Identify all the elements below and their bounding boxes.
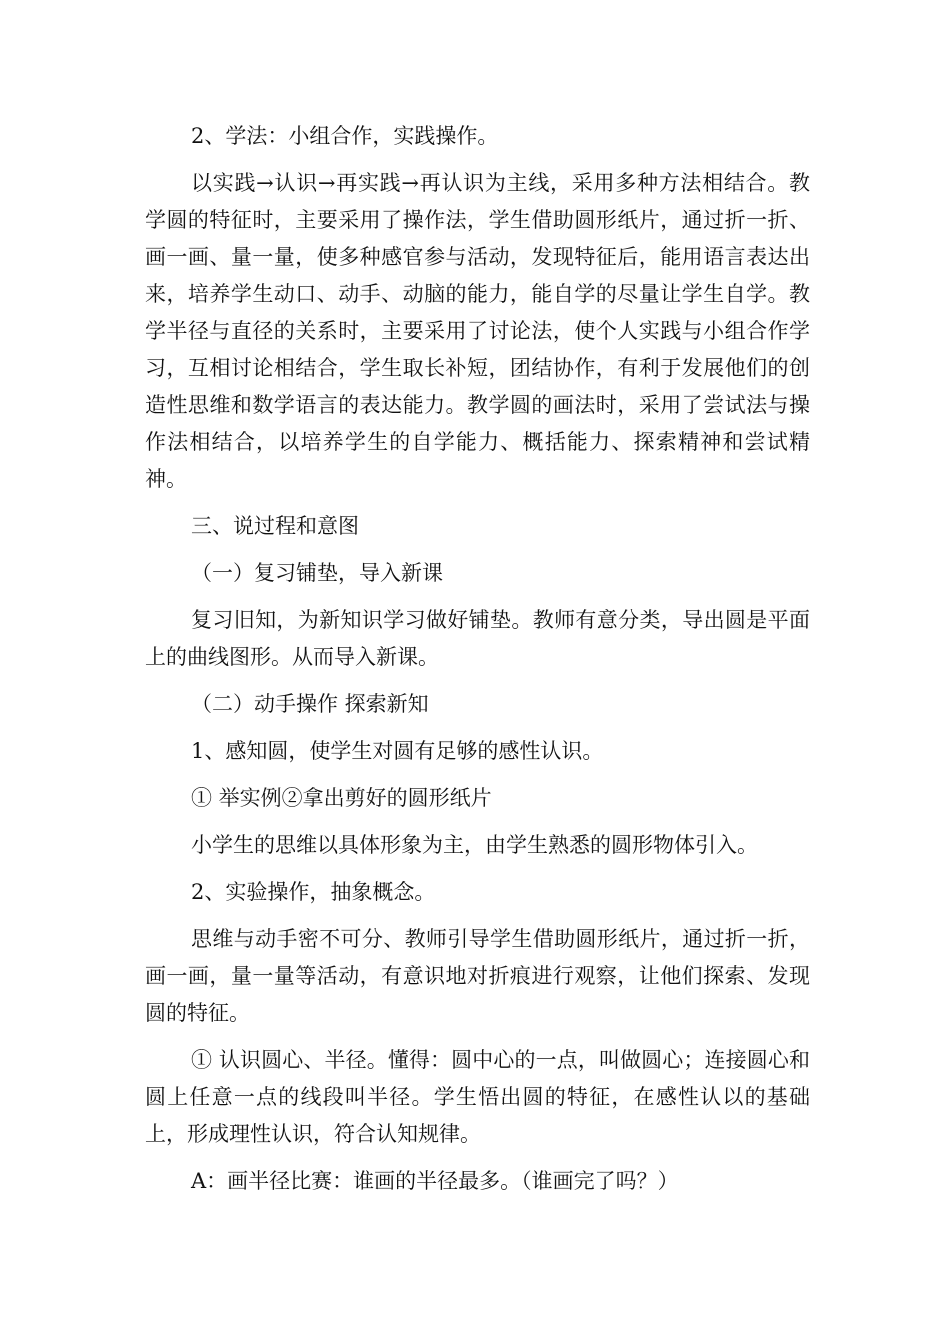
paragraph-method-description: 以实践→认识→再实践→再认识为主线，采用多种方法相结合。教学圆的特征时，主要采用了操作法，学生借助圆形纸片，通过折一折、画一画、量一量，使多种感官参与活动，发现特征后，能用语言表达出来，培养学生动口、动手、动脑的能力，能自学的尽量让学生自学。教学半径与直径的关系时，主要采用了讨论法，使个人实践与小组合作学习，互相讨论相结合，学生取长补短，团结协作，有利于发展他们的创造性思维和数学语言的表达能力。教学圆的画法时，采用了尝试法与操作法相结合，以培养学生的自学能力、概括能力、探索精神和尝试精神。 [145, 171, 810, 491]
paragraph-hands-on: 思维与动手密不可分、教师引导学生借助圆形纸片，通过折一折，画一画，量一量等活动，有意识地对折痕进行观察，让他们探索、发现圆的特征。 [145, 927, 810, 1025]
paragraph-radius-contest: A：画半径比赛：谁画的半径最多。（谁画完了吗？） [191, 1169, 679, 1193]
paragraph-review: 复习旧知，为新知识学习做好铺垫。教师有意分类，导出圆是平面上的曲线图形。从而导入新课。 [145, 608, 810, 669]
paragraph-study-method: 2、学法：小组合作，实践操作。 [191, 124, 499, 148]
paragraph-thinking: 小学生的思维以具体形象为主，由学生熟悉的圆形物体引入。 [191, 833, 758, 857]
paragraph-experiment: 2、实验操作，抽象概念。 [191, 880, 436, 904]
paragraph-perceive-circle: 1、感知圆，使学生对圆有足够的感性认识。 [191, 739, 604, 763]
paragraph-examples: ① 举实例②拿出剪好的圆形纸片 [191, 786, 492, 810]
paragraph-center-radius: ① 认识圆心、半径。懂得：圆中心的一点，叫做圆心；连接圆心和圆上任意一点的线段叫半径。学生悟出圆的特征，在感性认以的基础上，形成理性认识，符合认知规律。 [145, 1048, 810, 1146]
subsection-heading-explore: （二）动手操作 探索新知 [191, 692, 429, 716]
document-body [145, 118, 810, 1200]
section-heading-process: 三、说过程和意图 [191, 514, 359, 538]
subsection-heading-review: （一）复习铺垫，导入新课 [191, 561, 443, 585]
